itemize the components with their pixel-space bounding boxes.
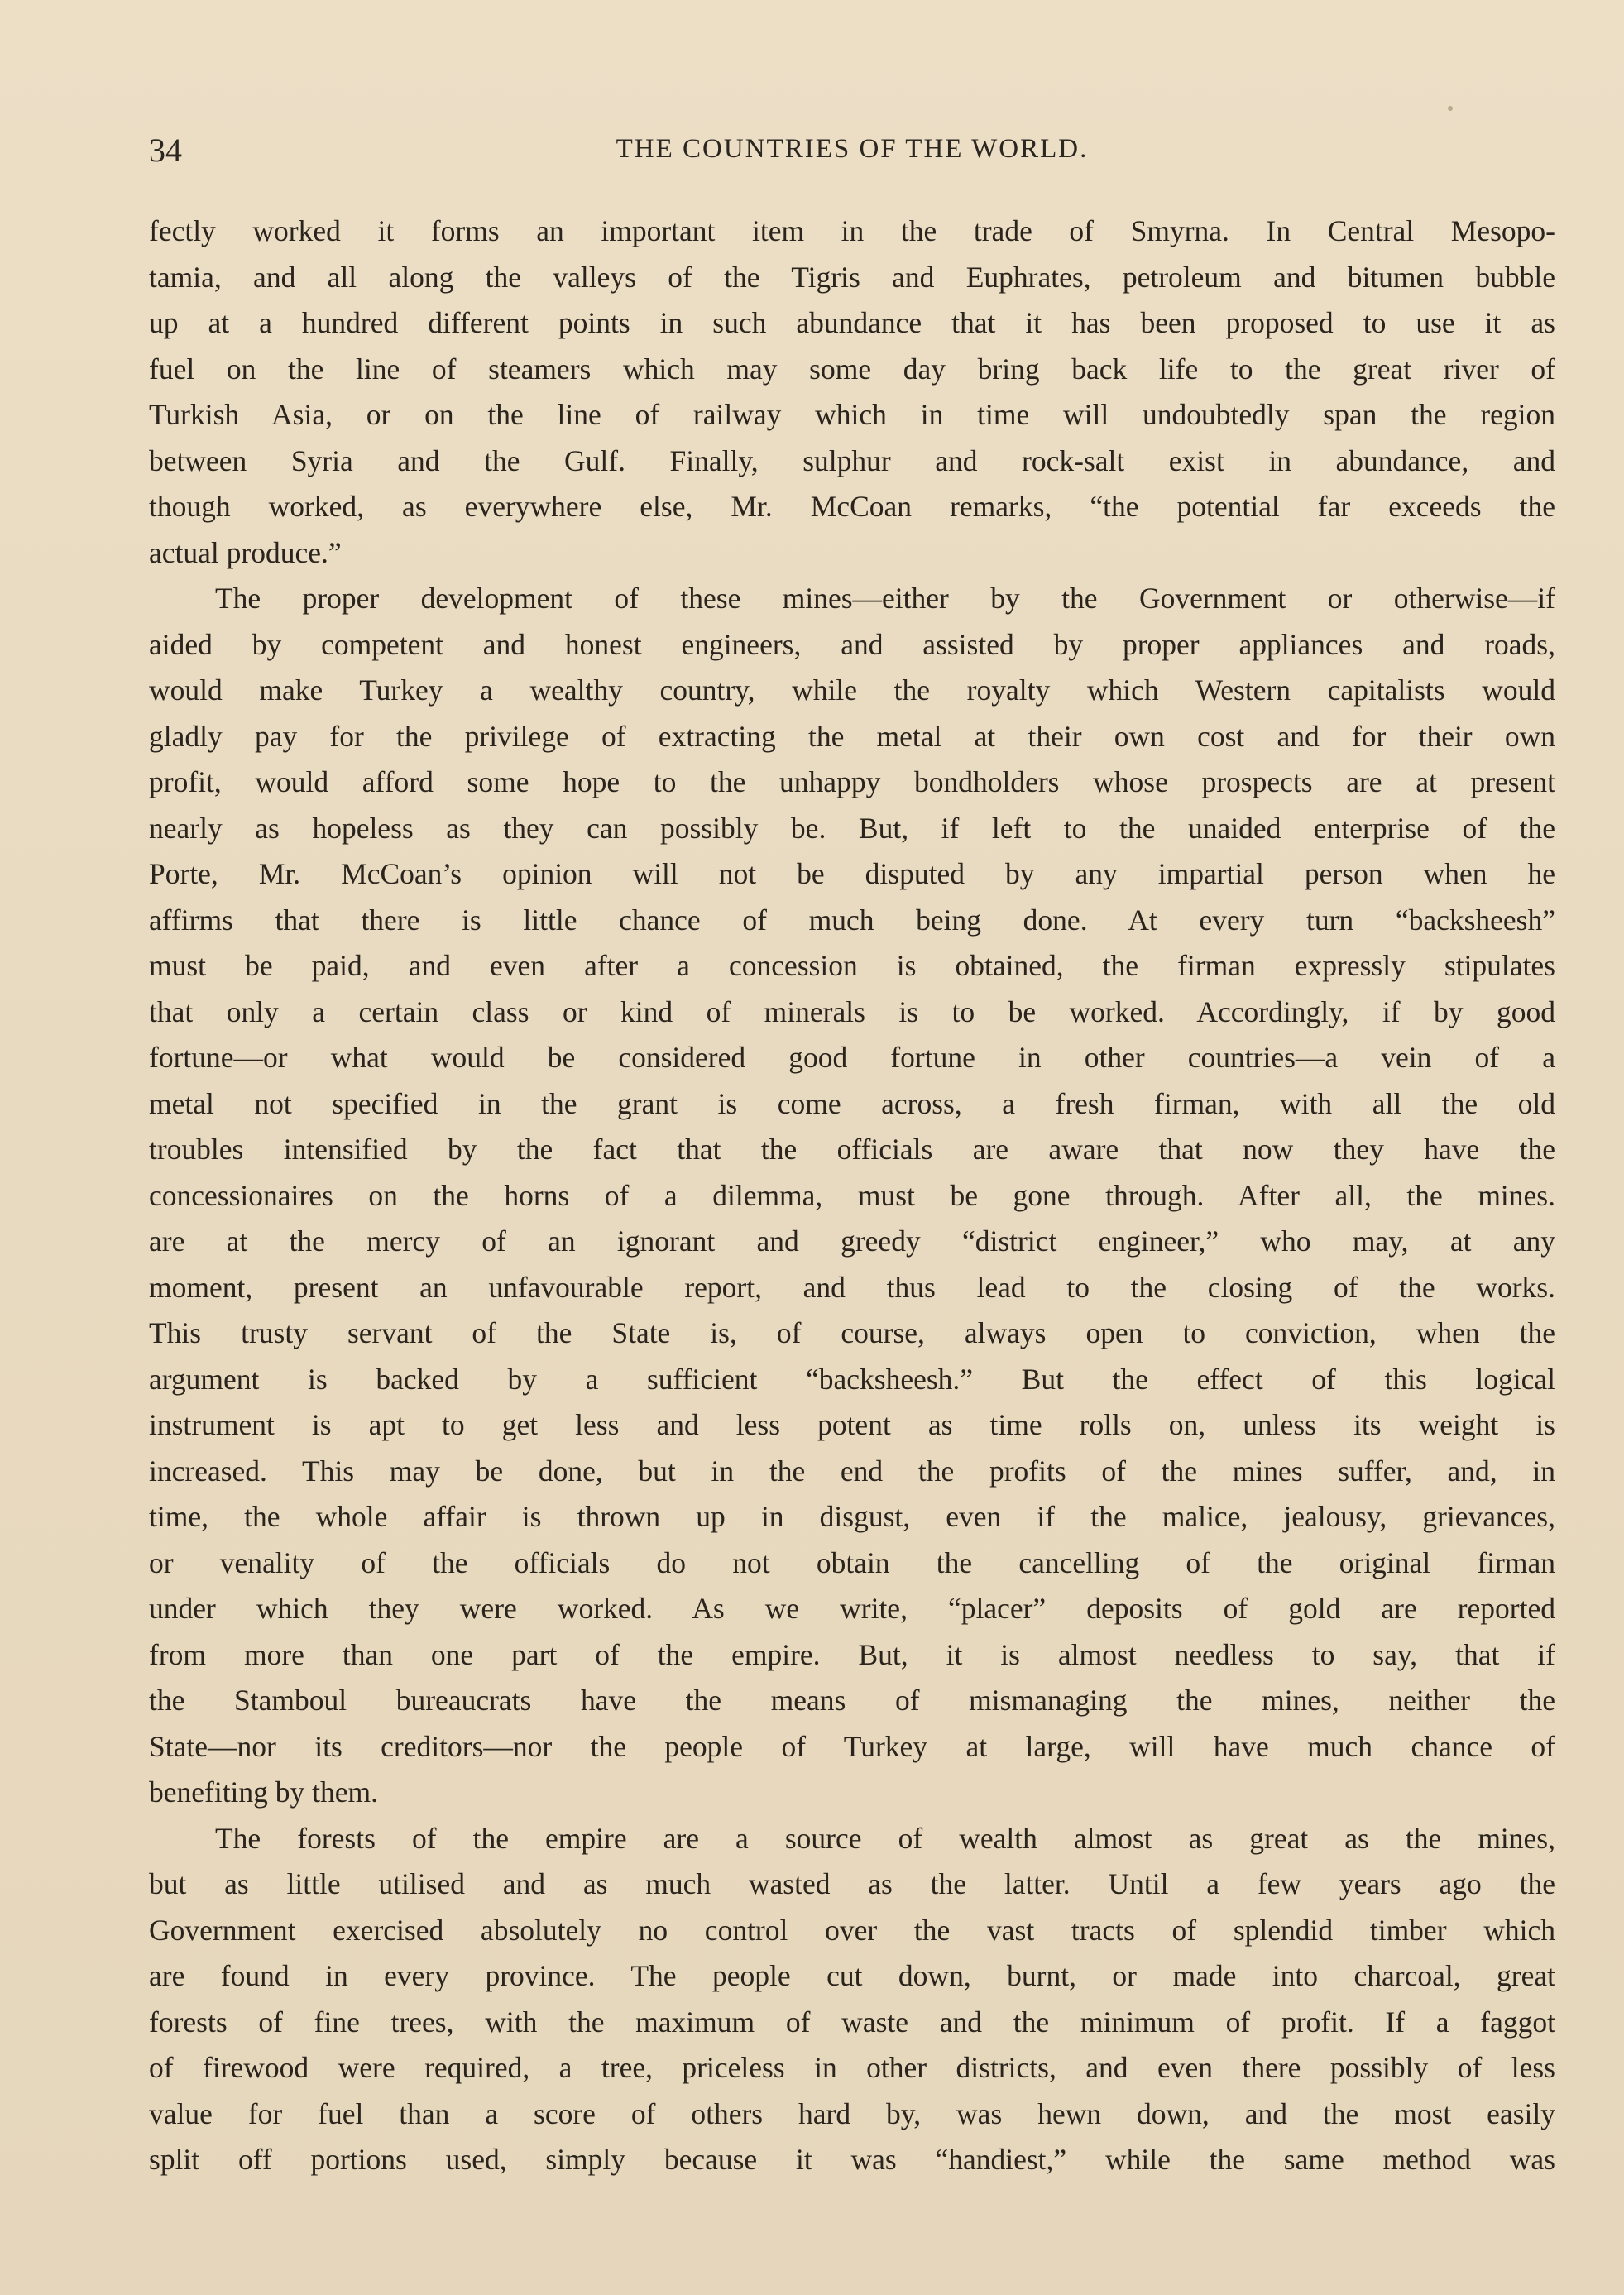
page-header — [149, 131, 1555, 172]
paragraph — [149, 576, 1555, 1816]
text-line: forests of fine trees, with the maximum of waste and the minimum of profit. If a faggot — [149, 2005, 1555, 2039]
text-line: are at the mercy of an ignorant and greedy “district engineer,” who may, at any — [149, 1224, 1555, 1258]
text-line: moment, present an unfavourable report, and thus lead to the closing of the works. — [149, 1270, 1555, 1304]
text-line: nearly as hopeless as they can possibly be. But, if left to the unaided enterprise of the — [149, 811, 1555, 845]
paragraph — [149, 1816, 1555, 2183]
text-line: the Stamboul bureaucrats have the means of mismanaging the mines, neither the — [149, 1684, 1555, 1717]
text-line: fortune—or what would be considered good fortune in other countries—a vein of a — [149, 1041, 1555, 1074]
text-line: increased. This may be done, but in the end the profits of the mines suffer, and, in — [149, 1454, 1555, 1488]
text-line: are found in every province. The people cut down, burnt, or made into charcoal, great — [149, 1959, 1555, 1992]
body-text — [149, 208, 1555, 2183]
text-line: but as little utilised and as much wasted as the latter. Until a few years ago the — [149, 1867, 1555, 1900]
text-line: instrument is apt to get less and less potent as time rolls on, unless its weight is — [149, 1408, 1555, 1441]
text-line: or venality of the officials do not obtain the cancelling of the original firman — [149, 1545, 1555, 1579]
text-line: State—nor its creditors—nor the people of Turkey at large, will have much chance of — [149, 1729, 1555, 1763]
text-line: This trusty servant of the State is, of course, always open to conviction, when the — [149, 1316, 1555, 1349]
text-line: up at a hundred different points in such abundance that it has been proposed to use it as — [149, 306, 1555, 339]
text-line: actual produce.” — [149, 535, 342, 569]
text-line: concessionaires on the horns of a dilemma, must be gone through. After all, the mines. — [149, 1178, 1555, 1212]
running-title: THE COUNTRIES OF THE WORLD. — [616, 134, 1089, 164]
text-line: between Syria and the Gulf. Finally, sulphur and rock-salt exist in abundance, and — [149, 443, 1555, 477]
text-line: Government exercised absolutely no control over the vast tracts of splendid timber which — [149, 1913, 1555, 1947]
text-line: though worked, as everywhere else, Mr. McCoan remarks, “the potential far exceeds the — [149, 490, 1555, 523]
text-line: under which they were worked. As we write, “placer” deposits of gold are reported — [149, 1592, 1555, 1625]
text-line: affirms that there is little chance of much being done. At every turn “backsheesh” — [149, 903, 1555, 937]
text-line: value for fuel than a score of others hard by, was hewn down, and the most easily — [149, 2096, 1555, 2130]
text-line: benefiting by them. — [149, 1775, 379, 1809]
text-line: metal not specified in the grant is come across, a fresh firman, with all the old — [149, 1086, 1555, 1120]
text-line: tamia, and all along the valleys of the Tigris and Euphrates, petroleum and bitumen bubble — [149, 260, 1555, 294]
text-line: The forests of the empire are a source of wealth almost as great as the mines, — [215, 1821, 1555, 1855]
text-line: Porte, Mr. McCoan’s opinion will not be disputed by any impartial person when he — [149, 857, 1555, 890]
text-line: time, the whole affair is thrown up in disgust, even if the malice, jealousy, grievances, — [149, 1500, 1555, 1533]
text-line: fuel on the line of steamers which may some day bring back life to the great river of — [149, 352, 1555, 386]
text-line: gladly pay for the privilege of extracting the metal at their own cost and for their own — [149, 719, 1555, 753]
text-line: profit, would afford some hope to the unhappy bondholders whose prospects are at present — [149, 765, 1555, 798]
text-line: must be paid, and even after a concession is obtained, the firman expressly stipulates — [149, 949, 1555, 982]
text-line: fectly worked it forms an important item in the trade of Smyrna. In Central Mesopo- — [149, 214, 1555, 247]
page-number: 34 — [149, 132, 182, 169]
text-line: that only a certain class or kind of minerals is to be worked. Accordingly, if by good — [149, 994, 1555, 1028]
text-line: from more than one part of the empire. But, it is almost needless to say, that if — [149, 1637, 1555, 1671]
text-line: split off portions used, simply because it was “handiest,” while the same method was — [149, 2143, 1555, 2176]
text-line: argument is backed by a sufficient “backsheesh.” But the effect of this logical — [149, 1362, 1555, 1396]
text-line: The proper development of these mines—either by the Government or otherwise—if — [215, 582, 1555, 615]
paragraph — [149, 208, 1555, 576]
text-line: would make Turkey a wealthy country, while the royalty which Western capitalists would — [149, 673, 1555, 707]
text-line: of firewood were required, a tree, priceless in other districts, and even there possibly of less — [149, 2051, 1555, 2084]
paper-blemish — [1448, 106, 1453, 111]
text-line: troubles intensified by the fact that the officials are aware that now they have the — [149, 1133, 1555, 1166]
text-line: Turkish Asia, or on the line of railway which in time will undoubtedly span the region — [149, 398, 1555, 431]
text-line: aided by competent and honest engineers, and assisted by proper appliances and roads, — [149, 627, 1555, 661]
